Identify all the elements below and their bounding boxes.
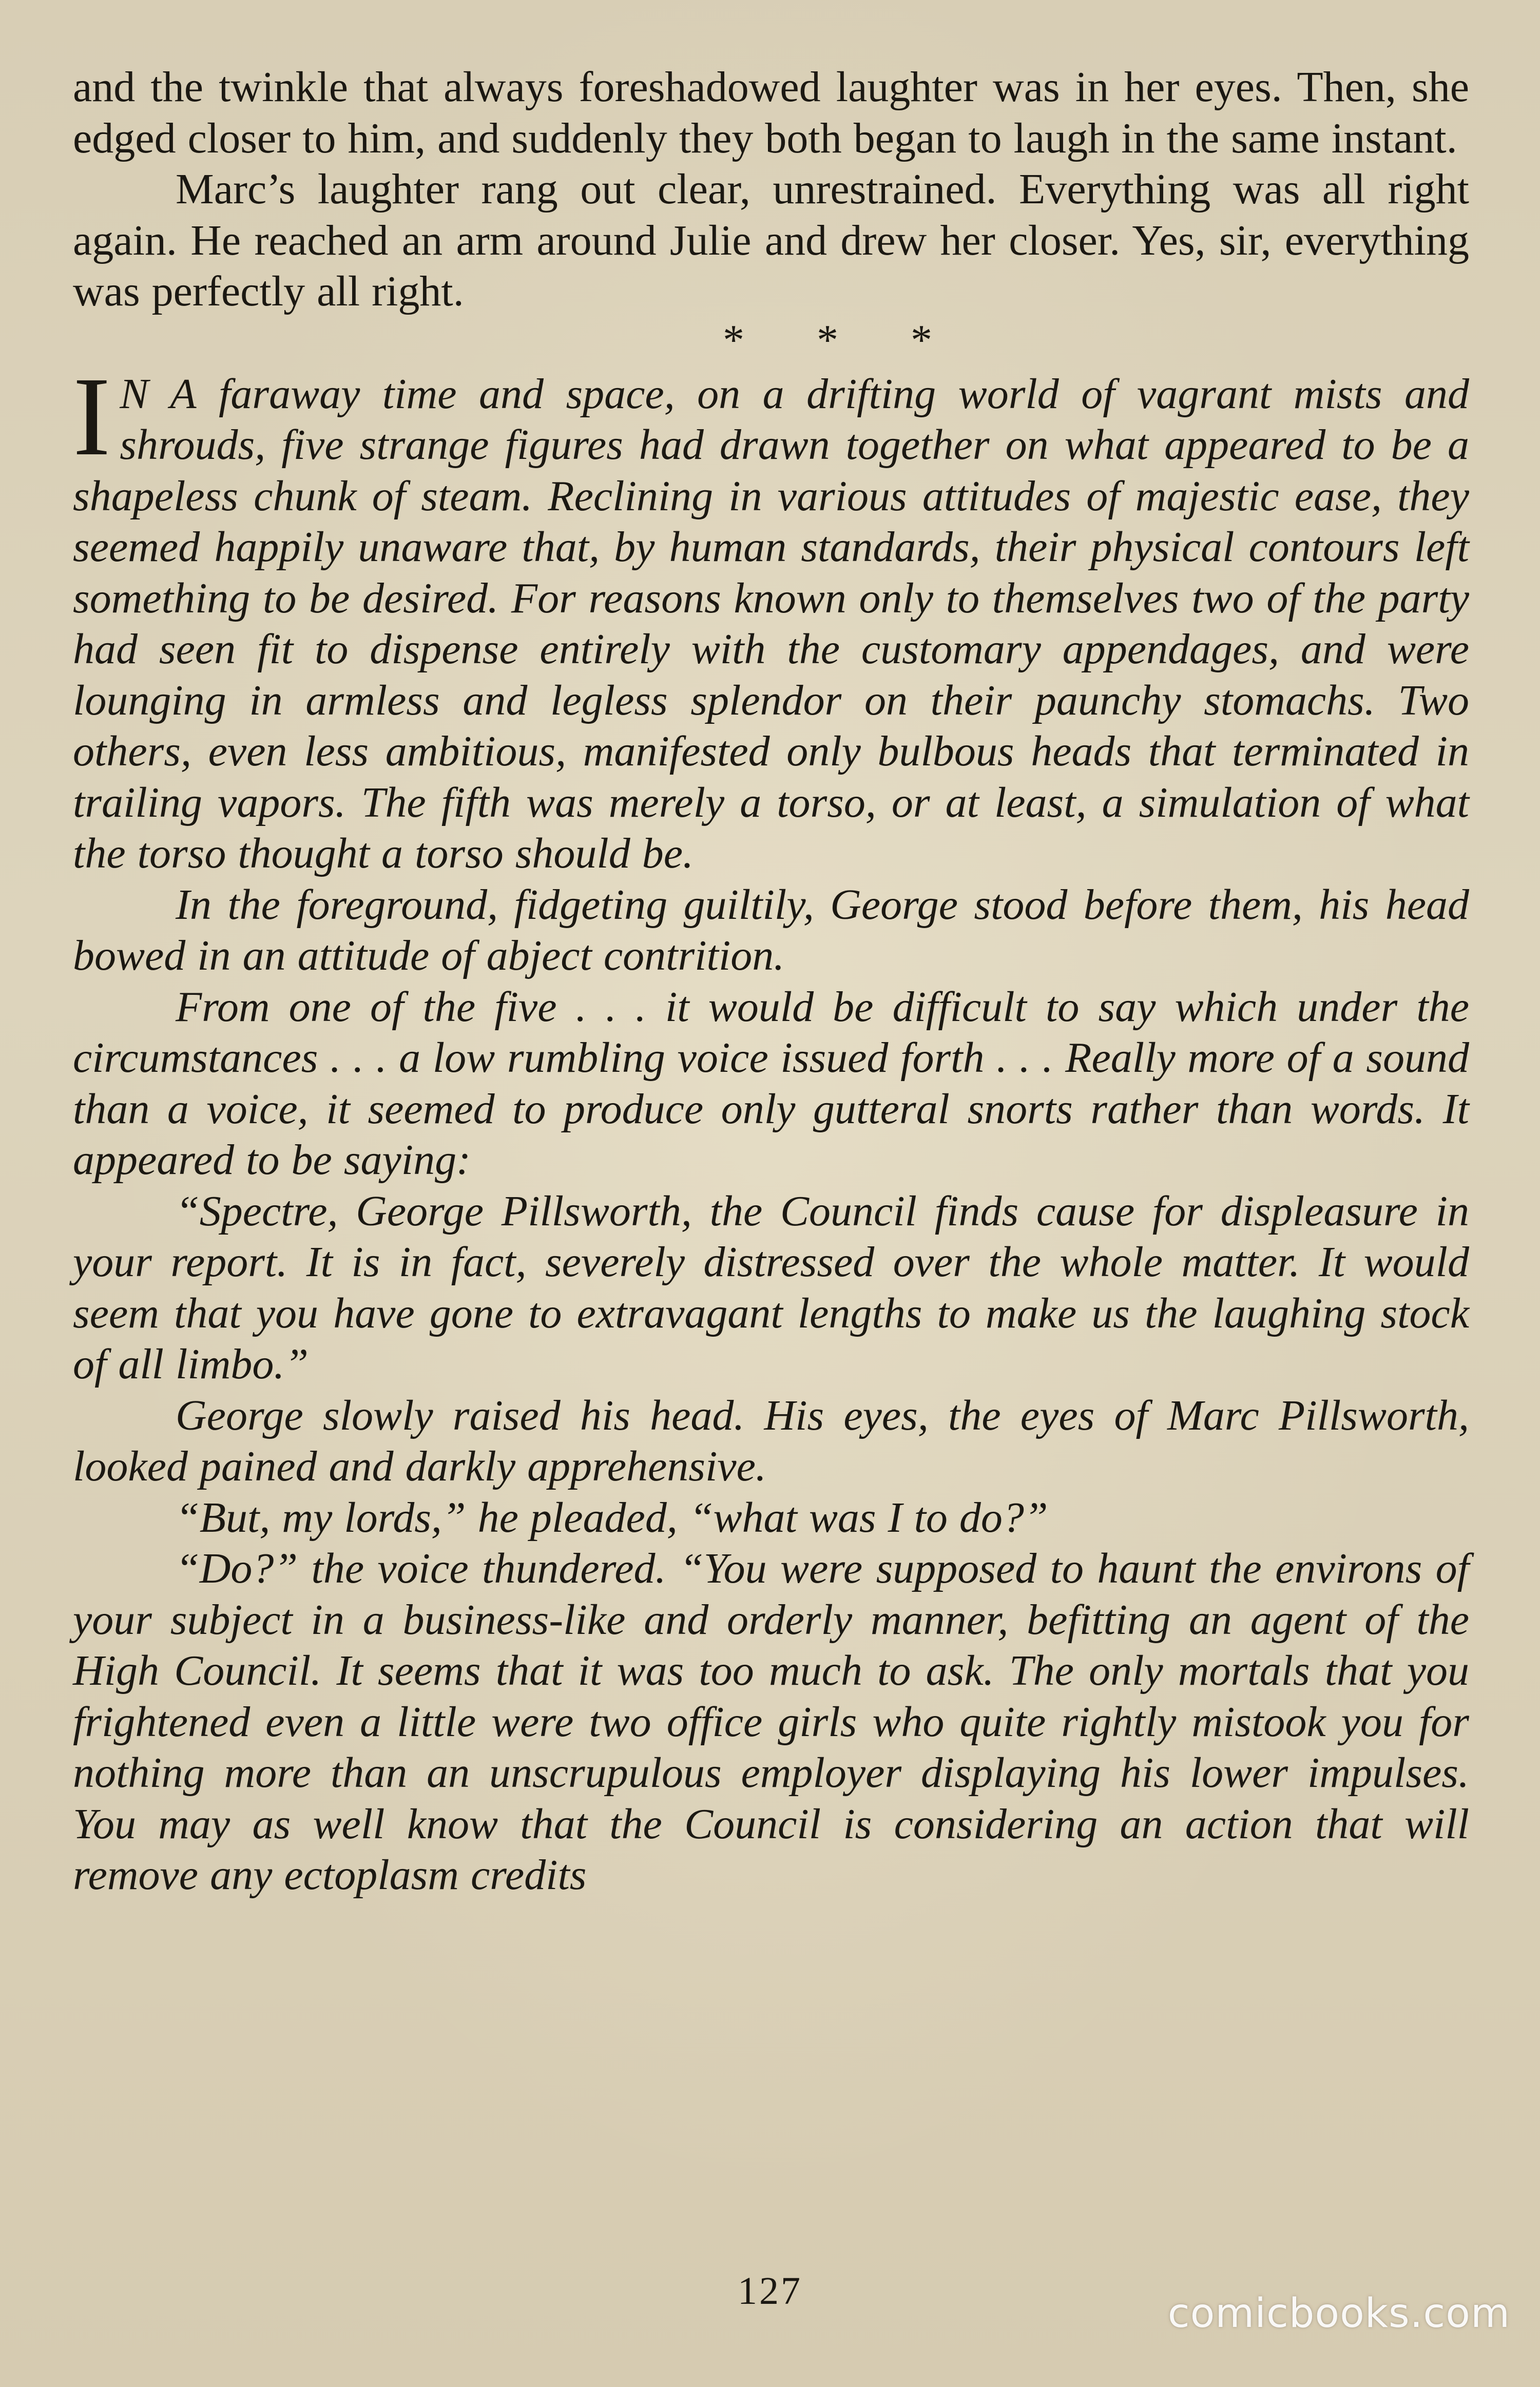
paragraph-6: “Spectre, George Pillsworth, the Council finds cause for displeasure in your report. It is in fact, severely distressed over the whole matter. It would seem that you have gone to extravagant lengths to make us the laughing stock of all limbo.” bbox=[73, 1187, 1469, 1388]
scene-break: * * * bbox=[723, 316, 932, 364]
watermark: comicbooks.com bbox=[1167, 2290, 1510, 2337]
paragraph-4: In the foreground, fidgeting guiltily, George stood before them, his head bowed in an attitude of abject contrition. bbox=[73, 880, 1469, 979]
paragraph-3 bbox=[73, 353, 1469, 879]
paragraph-3-text: faraway time and space, on a drifting world of vagrant mists and shrouds, five strange figures had drawn together on what appeared to be a shapeless chunk of steam. Reclining in various attitudes of majestic ease, they seemed happily unaware that, by human standards, their physical contours left something to be desired. For reasons known only to themselves two of the party had seen fit to dispense entirely with the customary appendages, and were lounging in armless and legless splendor on their paunchy stomachs. Two others, even less ambitious, manifested only bulbous heads that terminated in trailing vapors. The fifth was merely a torso, or at least, a simulation of what the torso thought a torso should be. bbox=[73, 370, 1469, 877]
paragraph-7: George slowly raised his head. His eyes, the eyes of Marc Pillsworth, looked pained and darkly apprehensive. bbox=[73, 1391, 1469, 1490]
paragraph-2: Marc’s laughter rang out clear, unrestrained. Everything was all right again. He reached an arm around Julie and drew her closer. Yes, sir, everything was perfectly all right. bbox=[73, 165, 1469, 315]
drop-cap-lead: N A bbox=[120, 370, 197, 418]
text-column bbox=[73, 62, 1469, 1901]
page-number: 127 bbox=[738, 2269, 802, 2313]
drop-cap: I bbox=[73, 353, 111, 479]
paragraph-5: From one of the five . . . it would be difficult to say which under the circumstances . . . a low rumbling voice issued forth . . . Really more of a sound than a voice, it seemed to produce only gutteral snorts rather than words. It appeared to be saying: bbox=[73, 983, 1469, 1184]
paragraph-8: “But, my lords,” he pleaded, “what was I to do?” bbox=[176, 1493, 1048, 1542]
paragraph-1: and the twinkle that always foreshadowed laughter was in her eyes. Then, she edged closer to him, and suddenly they both began to laugh in the same instant. bbox=[73, 63, 1469, 162]
paragraph-9: “Do?” the voice thundered. “You were supposed to haunt the environs of your subject in a business-like and orderly manner, befitting an agent of the High Council. It seems that it was too much to ask. The only mortals that you frightened even a little were two office girls who quite rightly mistook you for nothing more than an unscrupulous employer displaying his lower impulses. You may as well know that the Council is considering an action that will remove any ectoplasm credits bbox=[73, 1545, 1469, 1899]
